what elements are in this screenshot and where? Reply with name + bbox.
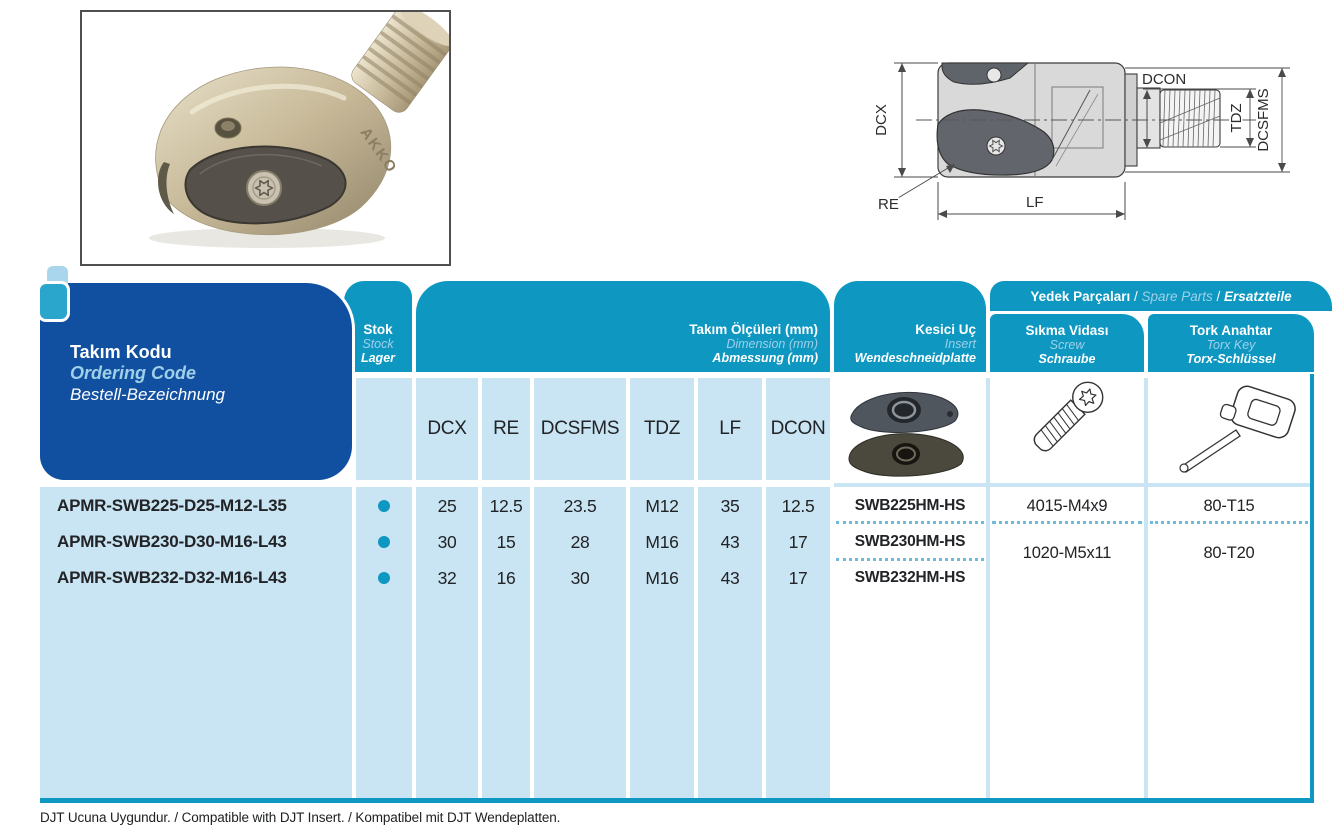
- col-header-lf: LF: [698, 378, 762, 480]
- insert-code-row2: SWB230HM-HS: [854, 533, 966, 550]
- col-header-dcon: DCON: [766, 378, 830, 480]
- re-data-column: [482, 487, 530, 798]
- torx-screw-head: [247, 171, 281, 205]
- insert-dotted-sep2: [836, 558, 984, 561]
- torx-image-cell: [1148, 378, 1311, 480]
- ordering-header-de: Bestell-Bezeichnung: [70, 385, 225, 404]
- dcon-row3: 17: [788, 568, 808, 588]
- screw-drawing: [1028, 378, 1109, 457]
- stock-header-en: Stock: [362, 337, 394, 351]
- product-photo: [80, 10, 451, 266]
- tdz-arrow-top: [1246, 89, 1254, 98]
- insert-code-row3: SWB232HM-HS: [854, 569, 966, 586]
- re-row1: 12.5: [489, 496, 523, 516]
- dimensions-header-en: Dimension (mm): [726, 337, 818, 351]
- dcx-data-column: [416, 487, 478, 798]
- dcsfms-arrow-bottom: [1278, 163, 1286, 172]
- torx-header: [1148, 314, 1314, 372]
- screw-code-rows23: 1020-M5x11: [1022, 544, 1112, 562]
- col-header-tdz: TDZ: [630, 378, 694, 480]
- screw-dotted-sep: [992, 521, 1142, 524]
- spare-parts-en: Spare Parts: [1141, 288, 1213, 304]
- dcx-label: DCX: [873, 104, 890, 136]
- top-screw-hole-inner: [221, 121, 235, 131]
- technical-diagram: [858, 28, 1336, 260]
- ordering-header-en: Ordering Code: [70, 363, 197, 383]
- insert-code-row1: SWB225HM-HS: [854, 497, 966, 514]
- lf-arrow-right: [1116, 210, 1125, 218]
- ordering-code-header: [40, 283, 352, 480]
- dcx-row1: 25: [437, 496, 457, 516]
- torx-code-rows23: 80-T20: [1203, 544, 1255, 562]
- spare-parts-sep2: /: [1212, 288, 1225, 304]
- dcsfms-arrow-top: [1278, 68, 1286, 77]
- screw-header-tr: Sıkma Vidası: [1025, 323, 1109, 338]
- stock-header: [344, 281, 412, 372]
- torx-header-en: Torx Key: [1206, 338, 1256, 352]
- ordering-code-row1: APMR-SWB225-D25-M12-L35: [57, 496, 287, 515]
- re-leader: [898, 165, 953, 198]
- torx-handle: [1219, 381, 1298, 441]
- dcon-label: DCON: [1142, 71, 1187, 88]
- re-row3: 16: [496, 568, 516, 588]
- ordering-code-row2: APMR-SWB230-D30-M16-L43: [57, 532, 287, 551]
- screw-torx-divider: [1144, 378, 1148, 798]
- ordering-header-tr: Takım Kodu: [70, 342, 172, 362]
- dcsfms-label: DCSFMS: [1255, 88, 1272, 152]
- stock-data-column: [356, 487, 412, 798]
- dcsfms-data-column: [534, 487, 626, 798]
- dcon-row1: 12.5: [781, 496, 815, 516]
- spare-parts-tr: Yedek Parçaları: [1030, 288, 1131, 304]
- lf-row2: 43: [720, 532, 740, 552]
- lf-arrow-left: [938, 210, 947, 218]
- stock-header-de: Lager: [360, 351, 396, 365]
- insert-images-cell: [834, 378, 986, 480]
- brand-engraving: AKKO: [356, 124, 401, 178]
- screw-header-de: Schraube: [1038, 352, 1096, 366]
- re-label: RE: [878, 196, 899, 213]
- lf-row1: 35: [720, 496, 740, 516]
- screw-image-cell: [990, 378, 1144, 480]
- diagram-top-screw: [987, 68, 1001, 82]
- tdz-row1: M12: [645, 496, 679, 516]
- insert-header: [834, 281, 986, 372]
- re-row2: 15: [496, 532, 516, 552]
- screw-header: [990, 314, 1144, 372]
- ordering-data-column: [40, 487, 352, 798]
- stock-dot-row1: [378, 500, 390, 512]
- tdz-row2: M16: [645, 532, 679, 552]
- col-header-dcsfms: DCSFMS: [534, 378, 626, 480]
- torx-tip: [1180, 464, 1188, 472]
- dcsfms-row2: 28: [570, 532, 590, 552]
- torx-dotted-sep: [1150, 521, 1308, 524]
- torx-header-tr: Tork Anahtar: [1189, 323, 1273, 338]
- dimensions-header: [416, 281, 830, 372]
- tdz-data-column: [630, 487, 694, 798]
- dimensions-header-tr: Takım Ölçüleri (mm): [689, 322, 818, 337]
- screw-header-en: Screw: [1049, 338, 1085, 352]
- insert-header-de: Wendeschneidplatte: [854, 351, 976, 365]
- screw-code-row1: 4015-M4x9: [1026, 497, 1108, 515]
- stock-dot-row3: [378, 572, 390, 584]
- stock-subcell: [356, 378, 412, 480]
- insert-header-tr: Kesici Uç: [915, 322, 976, 337]
- spare-parts-header: [990, 281, 1332, 311]
- table-right-border: [1310, 374, 1314, 798]
- dcx-row2: 30: [437, 532, 457, 552]
- stock-dot-row2: [378, 536, 390, 548]
- dimensions-header-de: Abmessung (mm): [712, 351, 818, 365]
- col-header-dcx: DCX: [416, 378, 478, 480]
- torx-code-row1: 80-T15: [1203, 497, 1255, 515]
- insert-header-en: Insert: [944, 337, 976, 351]
- lf-data-column: [698, 487, 762, 798]
- tdz-row3: M16: [645, 568, 679, 588]
- table-bottom-border: [40, 798, 1314, 803]
- insert-dotted-sep1: [836, 521, 984, 524]
- dcon-row2: 17: [788, 532, 808, 552]
- col-header-re: RE: [482, 378, 530, 480]
- insert-top-notch: [947, 411, 953, 417]
- lf-row3: 43: [720, 568, 740, 588]
- torx-header-de: Torx-Schlüssel: [1186, 352, 1276, 366]
- torx-shaft: [1182, 430, 1240, 472]
- dcsfms-row3: 30: [570, 568, 590, 588]
- dcon-data-column: [766, 487, 830, 798]
- cutter-photo-illustration: [82, 12, 449, 264]
- stock-header-tr: Stok: [363, 322, 393, 337]
- dcx-row3: 32: [437, 568, 457, 588]
- corner-decoration-teal: [37, 281, 70, 322]
- spare-parts-sep1: /: [1130, 288, 1142, 304]
- dcx-arrow-bottom: [898, 168, 906, 177]
- white-columns-top-rule: [834, 483, 1314, 487]
- dcx-arrow-top: [898, 63, 906, 72]
- tdz-arrow-bottom: [1246, 138, 1254, 147]
- insert-screw-divider: [986, 378, 990, 798]
- tdz-label: TDZ: [1228, 103, 1245, 133]
- compatibility-footnote: DJT Ucuna Uygundur. / Compatible with DJT Insert. / Kompatibel mit DJT Wendeplatten.: [40, 810, 561, 825]
- ordering-code-row3: APMR-SWB232-D32-M16-L43: [57, 568, 287, 587]
- spare-parts-de: Ersatzteile: [1224, 288, 1292, 304]
- lf-label: LF: [1026, 194, 1044, 211]
- dcsfms-row1: 23.5: [563, 496, 597, 516]
